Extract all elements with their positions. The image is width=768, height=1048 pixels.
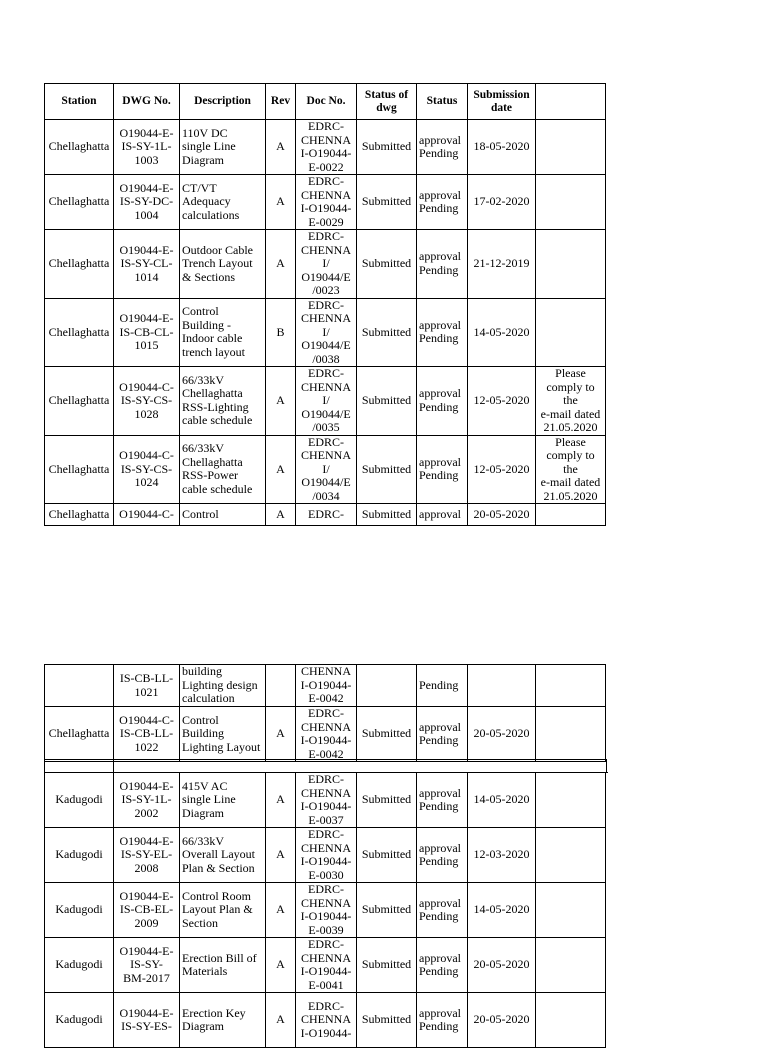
table-row [45,707,606,762]
submission-date-cell: 14-05-2020 [468,773,536,828]
rev-cell: A [266,435,296,504]
header-row [45,84,606,120]
station-cell: Kadugodi [45,993,114,1048]
station-cell: Chellaghatta [45,367,114,436]
status-of-dwg-cell: Submitted [357,993,417,1048]
doc-no-cell: EDRC- CHENNA I/ O19044/E /0034 [296,435,357,504]
remarks-cell [536,773,606,828]
description-cell: Erection Key Diagram [180,993,266,1048]
station-cell: Kadugodi [45,773,114,828]
status-cell: approval Pending [417,435,468,504]
description-cell: Control Building Lighting Layout [180,707,266,762]
dwg-no-cell: IS-CB-LL- 1021 [114,665,180,707]
status-cell: approval Pending [417,773,468,828]
status-of-dwg-cell: Submitted [357,883,417,938]
doc-no-cell: EDRC- CHENNA I/ O19044/E /0038 [296,298,357,367]
header-doc-no: Doc No. [296,84,357,120]
status-cell: approval Pending [417,707,468,762]
header-dwg-no: DWG No. [114,84,180,120]
remarks-cell [536,938,606,993]
submission-date-cell: 12-05-2020 [468,367,536,436]
description-cell: Control [180,504,266,526]
table-row [45,883,606,938]
rev-cell: A [266,828,296,883]
remarks-cell [536,504,606,526]
header-description: Description [180,84,266,120]
dwg-no-cell: O19044-C- IS-CB-LL- 1022 [114,707,180,762]
doc-no-cell: EDRC- CHENNA I-O19044- E-0039 [296,883,357,938]
table-row [45,938,606,993]
status-cell: approval [417,504,468,526]
status-cell: approval Pending [417,230,468,299]
status-cell: approval Pending [417,367,468,436]
status-of-dwg-cell: Submitted [357,230,417,299]
submission-date-cell: 20-05-2020 [468,707,536,762]
status-of-dwg-cell: Submitted [357,707,417,762]
doc-no-cell: EDRC- CHENNA I-O19044- E-0022 [296,120,357,175]
status-of-dwg-cell: Submitted [357,828,417,883]
drawing-status-table-page1 [44,83,606,526]
description-cell: Outdoor Cable Trench Layout & Sections [180,230,266,299]
description-cell: Control Room Layout Plan & Section [180,883,266,938]
rev-cell: A [266,367,296,436]
description-cell: Control Building - Indoor cable trench layout [180,298,266,367]
doc-no-cell: EDRC- CHENNA I/ O19044/E /0035 [296,367,357,436]
status-of-dwg-cell: Submitted [357,120,417,175]
status-of-dwg-cell: Submitted [357,938,417,993]
rev-cell [266,665,296,707]
station-cell: Chellaghatta [45,230,114,299]
status-cell: approval Pending [417,298,468,367]
rev-cell: A [266,883,296,938]
remarks-cell [536,175,606,230]
station-cell [45,665,114,707]
submission-date-cell: 20-05-2020 [468,504,536,526]
status-cell: approval Pending [417,938,468,993]
description-cell: 66/33kV Chellaghatta RSS-Lighting cable schedule [180,367,266,436]
status-cell: approval Pending [417,175,468,230]
dwg-no-cell: O19044-E- IS-CB-CL- 1015 [114,298,180,367]
submission-date-cell: 21-12-2019 [468,230,536,299]
remarks-cell: Please comply to the e-mail dated 21.05.2020 [536,435,606,504]
dwg-no-cell: O19044-E- IS-SY-DC- 1004 [114,175,180,230]
table-body [45,773,606,1048]
status-of-dwg-cell [357,665,417,707]
remarks-cell [536,828,606,883]
station-cell: Chellaghatta [45,175,114,230]
submission-date-cell [468,665,536,707]
station-cell: Chellaghatta [45,707,114,762]
rev-cell: A [266,938,296,993]
dwg-no-cell: O19044-C- IS-SY-CS- 1024 [114,435,180,504]
table-row [45,367,606,436]
table-row [45,230,606,299]
status-cell: approval Pending [417,993,468,1048]
remarks-cell [536,993,606,1048]
description-cell: 66/33kV Overall Layout Plan & Section [180,828,266,883]
header-status: Status [417,84,468,120]
description-cell: CT/VT Adequacy calculations [180,175,266,230]
doc-no-cell: EDRC- CHENNA I-O19044- E-0030 [296,828,357,883]
station-cell: Kadugodi [45,828,114,883]
description-cell: building Lighting design calculation [180,665,266,707]
table-row [45,993,606,1048]
remarks-cell [536,230,606,299]
remarks-cell [536,298,606,367]
header-status-of-dwg: Status of dwg [357,84,417,120]
doc-no-cell: EDRC- CHENNA I/ O19044/E /0023 [296,230,357,299]
submission-date-cell: 12-05-2020 [468,435,536,504]
rev-cell: A [266,230,296,299]
rev-cell: A [266,175,296,230]
remarks-cell [536,707,606,762]
status-of-dwg-cell: Submitted [357,504,417,526]
status-of-dwg-cell: Submitted [357,435,417,504]
doc-no-cell: EDRC- CHENNA I-O19044- E-0029 [296,175,357,230]
doc-no-cell: EDRC- CHENNA I-O19044- E-0042 [296,707,357,762]
submission-date-cell: 20-05-2020 [468,993,536,1048]
status-cell: approval Pending [417,828,468,883]
separator-row [44,759,607,772]
dwg-no-cell: O19044-E- IS-SY-1L- 1003 [114,120,180,175]
table-row [45,120,606,175]
station-cell: Kadugodi [45,883,114,938]
remarks-cell: Please comply to the e-mail dated 21.05.2020 [536,367,606,436]
submission-date-cell: 14-05-2020 [468,298,536,367]
doc-no-cell: EDRC- CHENNA I-O19044- E-0041 [296,938,357,993]
remarks-cell [536,120,606,175]
header-remarks [536,84,606,120]
rev-cell: A [266,120,296,175]
doc-no-cell: EDRC- CHENNA I-O19044- [296,993,357,1048]
description-cell: 110V DC single Line Diagram [180,120,266,175]
doc-no-cell: EDRC- CHENNA I-O19044- E-0037 [296,773,357,828]
header-submission-date: Submission date [468,84,536,120]
table-body [45,120,606,526]
dwg-no-cell: O19044-E- IS-SY-EL- 2008 [114,828,180,883]
drawing-status-table-page2 [44,664,606,762]
dwg-no-cell: O19044-C- [114,504,180,526]
header-rev: Rev [266,84,296,120]
status-of-dwg-cell: Submitted [357,298,417,367]
station-cell: Kadugodi [45,938,114,993]
rev-cell: A [266,504,296,526]
table-row [45,828,606,883]
description-cell: 415V AC single Line Diagram [180,773,266,828]
drawing-status-table-kadugodi [44,772,606,1048]
status-cell: approval Pending [417,120,468,175]
station-cell: Chellaghatta [45,504,114,526]
dwg-no-cell: O19044-E- IS-SY-1L- 2002 [114,773,180,828]
dwg-no-cell: O19044-E- IS-SY-ES- [114,993,180,1048]
status-of-dwg-cell: Submitted [357,175,417,230]
dwg-no-cell: O19044-E- IS-CB-EL- 2009 [114,883,180,938]
description-cell: 66/33kV Chellaghatta RSS-Power cable schedule [180,435,266,504]
table-body [45,665,606,762]
dwg-no-cell: O19044-C- IS-SY-CS- 1028 [114,367,180,436]
dwg-no-cell: O19044-E- IS-SY-CL- 1014 [114,230,180,299]
description-cell: Erection Bill of Materials [180,938,266,993]
table-row [45,665,606,707]
submission-date-cell: 17-02-2020 [468,175,536,230]
rev-cell: A [266,707,296,762]
header-station: Station [45,84,114,120]
submission-date-cell: 20-05-2020 [468,938,536,993]
submission-date-cell: 18-05-2020 [468,120,536,175]
rev-cell: A [266,773,296,828]
table-row [45,773,606,828]
doc-no-cell: CHENNA I-O19044- E-0042 [296,665,357,707]
table-row [45,435,606,504]
station-cell: Chellaghatta [45,298,114,367]
doc-no-cell: EDRC- [296,504,357,526]
table-row [45,298,606,367]
station-cell: Chellaghatta [45,435,114,504]
status-of-dwg-cell: Submitted [357,773,417,828]
status-of-dwg-cell: Submitted [357,367,417,436]
rev-cell: B [266,298,296,367]
submission-date-cell: 14-05-2020 [468,883,536,938]
remarks-cell [536,665,606,707]
table-row [45,504,606,526]
table-row [45,175,606,230]
submission-date-cell: 12-03-2020 [468,828,536,883]
status-cell: Pending [417,665,468,707]
dwg-no-cell: O19044-E- IS-SY- BM-2017 [114,938,180,993]
rev-cell: A [266,993,296,1048]
station-cell: Chellaghatta [45,120,114,175]
remarks-cell [536,883,606,938]
status-cell: approval Pending [417,883,468,938]
